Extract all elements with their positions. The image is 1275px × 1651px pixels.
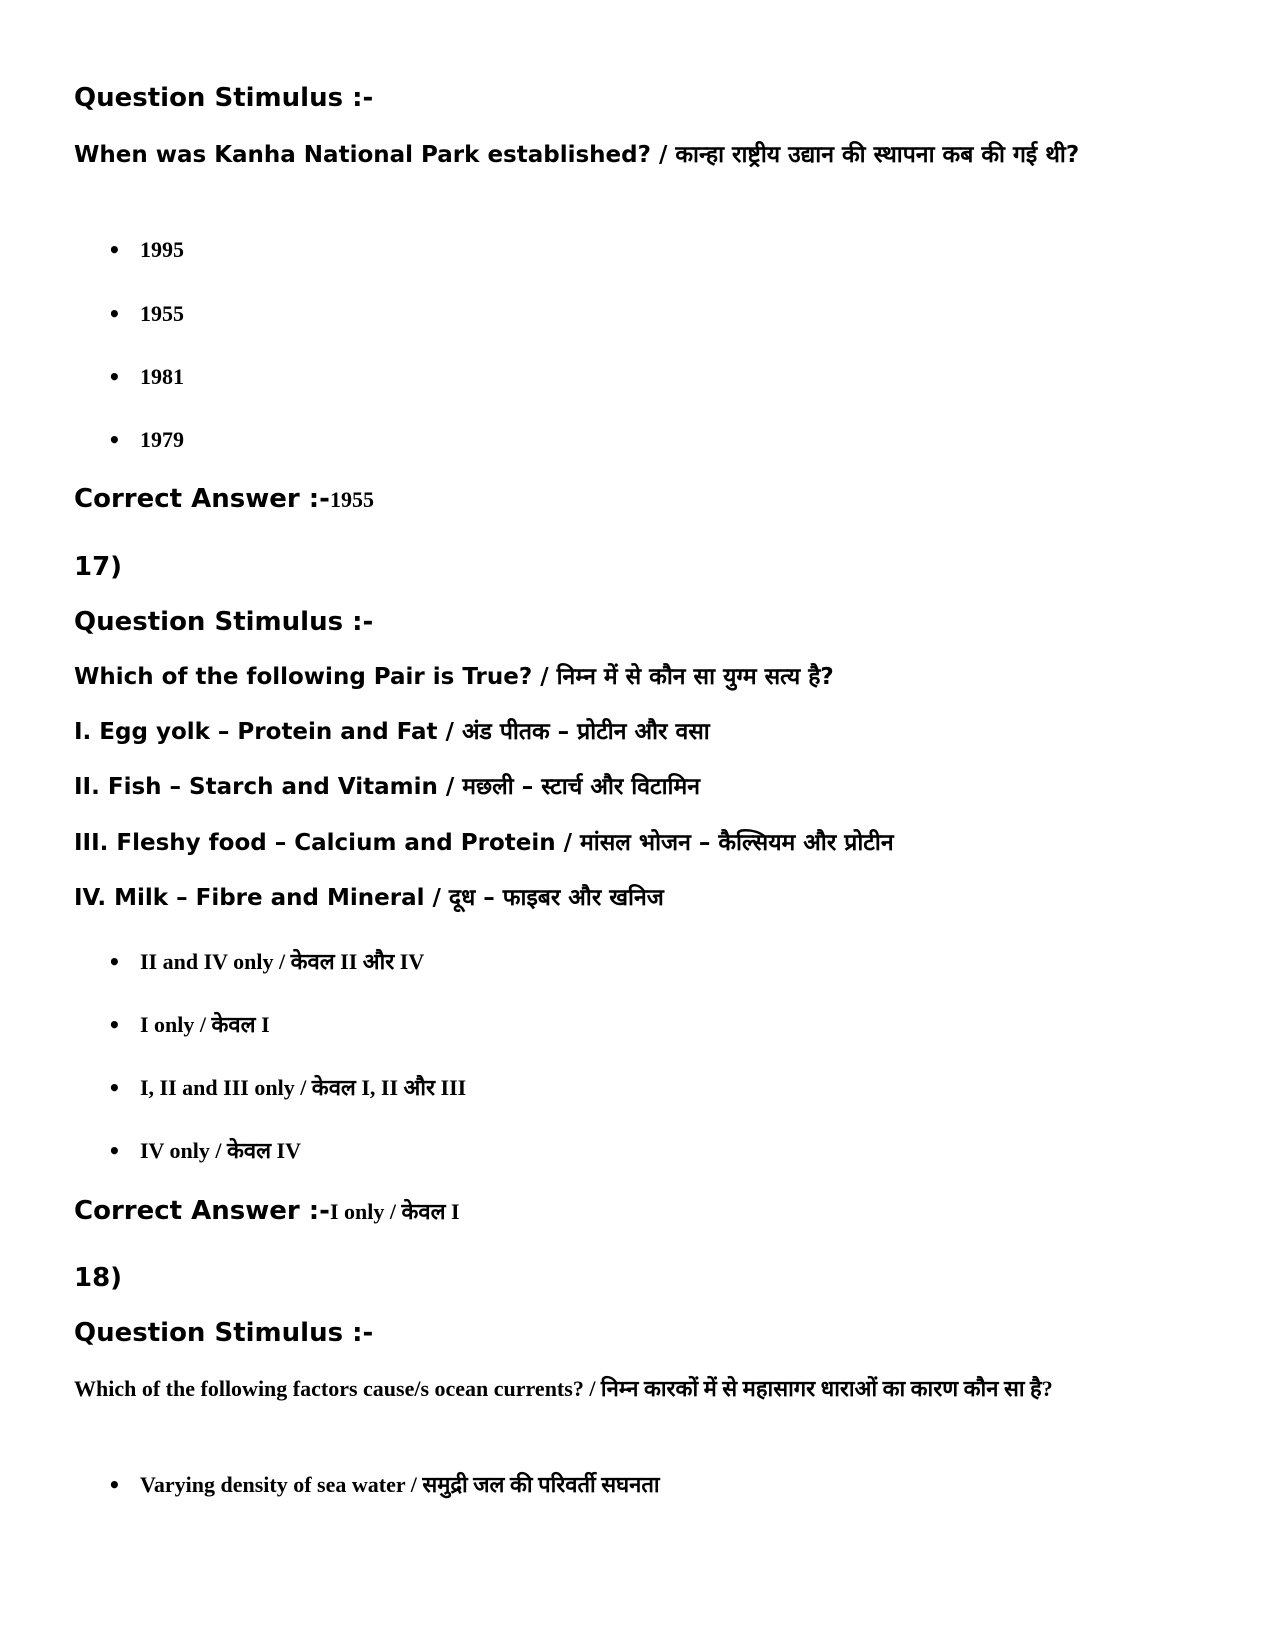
- bullet-icon: •: [108, 1076, 121, 1100]
- option-label: 1981: [140, 364, 184, 389]
- q17-number: 17): [74, 552, 123, 582]
- q16-option-1: [108, 235, 184, 265]
- option-label: 1979: [140, 427, 184, 452]
- q16-option-2: [108, 299, 184, 329]
- answer-value: I only / केवल I: [329, 1199, 460, 1224]
- option-label: IV only / केवल IV: [140, 1138, 302, 1163]
- option-label: 1955: [140, 301, 184, 326]
- q16-stimulus-heading: Question Stimulus :-: [74, 83, 374, 113]
- bullet-icon: •: [108, 302, 121, 326]
- q17-pair-1: I. Egg yolk – Protein and Fat / अंड पीतक – प्रोटीन और वसा: [74, 719, 710, 745]
- answer-label: Correct Answer :-: [74, 484, 330, 514]
- q17-question-text: Which of the following Pair is True? / निम्न में से कौन सा युग्म सत्य है?: [74, 664, 834, 690]
- q17-stimulus-heading: Question Stimulus :-: [74, 607, 374, 637]
- q17-option-1: [108, 947, 424, 977]
- q17-correct-answer: [74, 1196, 1194, 1226]
- answer-value: 1955: [329, 487, 374, 512]
- bullet-icon: •: [108, 950, 121, 974]
- q16-question-text: When was Kanha National Park established? / कान्हा राष्ट्रीय उद्यान की स्थापना कब की गई थी?: [74, 142, 1080, 168]
- q17-pair-3: III. Fleshy food – Calcium and Protein / मांसल भोजन – कैल्सियम और प्रोटीन: [74, 830, 894, 856]
- bullet-icon: •: [108, 1473, 121, 1497]
- q18-question-text: Which of the following factors cause/s ocean currents? / निम्न कारकों में से महासागर धाराओं का कारण कौन सा है?: [74, 1376, 1053, 1401]
- q16-option-4: [108, 425, 184, 455]
- q17-option-4: [108, 1136, 301, 1166]
- q17-option-3: [108, 1073, 466, 1103]
- option-label: II and IV only / केवल II और IV: [140, 949, 425, 974]
- bullet-icon: •: [108, 1013, 121, 1037]
- option-label: I only / केवल I: [140, 1012, 270, 1037]
- q18-number: 18): [74, 1263, 123, 1293]
- answer-label: Correct Answer :-: [74, 1196, 330, 1226]
- bullet-icon: •: [108, 238, 121, 262]
- q16-correct-answer: [74, 484, 1194, 514]
- option-label: I, II and III only / केवल I, II और III: [140, 1075, 467, 1100]
- q17-pair-4: IV. Milk – Fibre and Mineral / दूध – फाइबर और खनिज: [74, 885, 664, 911]
- q18-stimulus-heading: Question Stimulus :-: [74, 1318, 374, 1348]
- option-label: 1995: [140, 237, 184, 262]
- bullet-icon: •: [108, 1139, 121, 1163]
- q17-pair-2: II. Fish – Starch and Vitamin / मछली – स्टार्च और विटामिन: [74, 774, 701, 800]
- bullet-icon: •: [108, 365, 121, 389]
- option-label: Varying density of sea water / समुद्री जल की परिवर्ती सघनता: [140, 1472, 660, 1497]
- q16-option-3: [108, 362, 184, 392]
- q18-option-1: [108, 1470, 660, 1500]
- q17-option-2: [108, 1010, 270, 1040]
- bullet-icon: •: [108, 428, 121, 452]
